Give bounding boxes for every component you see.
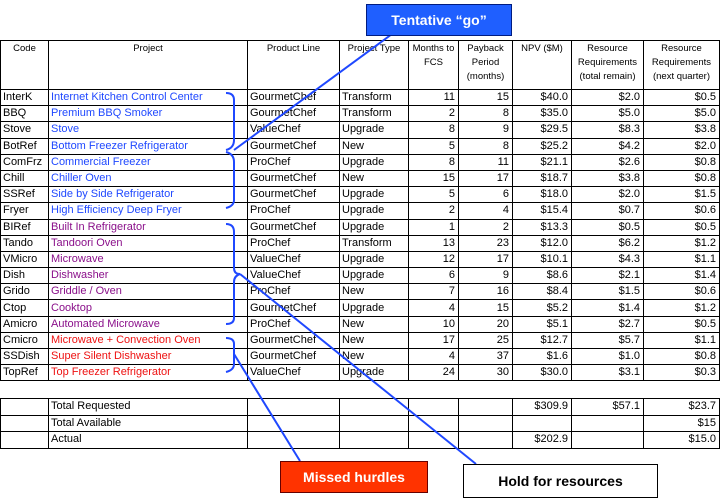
cell-code: Stove [1, 122, 49, 138]
header-months-to-fcs: Months to FCS [409, 41, 459, 90]
cell-resource-next: $0.3 [644, 365, 720, 381]
cell-product-line: ProChef [248, 203, 340, 219]
cell-payback: 15 [459, 90, 513, 106]
cell-code: Chill [1, 170, 49, 186]
totals-row-actual [1, 432, 720, 449]
cell-project: Bottom Freezer Refrigerator [49, 138, 248, 154]
totals-resource-total: $57.1 [572, 399, 644, 416]
totals-label: Total Requested [49, 399, 248, 416]
cell-resource-total: $3.8 [572, 170, 644, 186]
header-project-type: Project Type [340, 41, 409, 90]
cell-product-line: ProChef [248, 284, 340, 300]
cell-code: SSRef [1, 187, 49, 203]
cell-code: Tando [1, 235, 49, 251]
cell-product-line: GourmetChef [248, 219, 340, 235]
cell-payback: 20 [459, 316, 513, 332]
cell-project-type: Upgrade [340, 203, 409, 219]
table-row [1, 332, 720, 348]
cell-resource-next: $1.1 [644, 332, 720, 348]
table-header [1, 41, 720, 90]
cell-code: BBQ [1, 106, 49, 122]
cell-npv: $18.0 [513, 187, 572, 203]
cell-months-to-fcs: 5 [409, 187, 459, 203]
table-row [1, 235, 720, 251]
cell-months-to-fcs: 11 [409, 90, 459, 106]
table-row [1, 349, 720, 365]
cell-project: Top Freezer Refrigerator [49, 365, 248, 381]
table-row [1, 90, 720, 106]
table-row [1, 106, 720, 122]
cell-npv: $21.1 [513, 154, 572, 170]
cell-resource-total: $1.4 [572, 300, 644, 316]
cell-resource-total: $4.3 [572, 251, 644, 267]
cell-project: High Efficiency Deep Fryer [49, 203, 248, 219]
cell-project-type: New [340, 170, 409, 186]
cell-payback: 17 [459, 170, 513, 186]
cell-resource-next: $0.5 [644, 316, 720, 332]
cell-resource-total: $2.0 [572, 90, 644, 106]
cell-resource-next: $1.2 [644, 235, 720, 251]
totals-table [0, 398, 720, 449]
cell-product-line: ProChef [248, 316, 340, 332]
cell-months-to-fcs: 4 [409, 300, 459, 316]
table-row [1, 268, 720, 284]
cell-resource-next: $2.0 [644, 138, 720, 154]
table-body [1, 90, 720, 381]
table-row [1, 316, 720, 332]
cell-project-type: Transform [340, 235, 409, 251]
cell-code: Fryer [1, 203, 49, 219]
cell-resource-next: $1.2 [644, 300, 720, 316]
cell-product-line: GourmetChef [248, 187, 340, 203]
cell-payback: 37 [459, 349, 513, 365]
cell-product-line: ValueChef [248, 122, 340, 138]
table-row [1, 187, 720, 203]
cell-project: Chiller Oven [49, 170, 248, 186]
cell-payback: 2 [459, 219, 513, 235]
cell-resource-next: $1.5 [644, 187, 720, 203]
cell-months-to-fcs: 7 [409, 284, 459, 300]
cell-code: InterK [1, 90, 49, 106]
cell-product-line: GourmetChef [248, 170, 340, 186]
cell-npv: $18.7 [513, 170, 572, 186]
cell-payback: 16 [459, 284, 513, 300]
cell-code: Cmicro [1, 332, 49, 348]
tentative-go-callout: Tentative “go” [366, 4, 512, 36]
cell-months-to-fcs: 10 [409, 316, 459, 332]
cell-product-line: GourmetChef [248, 300, 340, 316]
cell-code: Grido [1, 284, 49, 300]
cell-resource-total: $5.7 [572, 332, 644, 348]
table-row [1, 203, 720, 219]
cell-code: Amicro [1, 316, 49, 332]
cell-months-to-fcs: 24 [409, 365, 459, 381]
cell-project-type: Upgrade [340, 219, 409, 235]
cell-months-to-fcs: 2 [409, 203, 459, 219]
table-row [1, 365, 720, 381]
totals-resource-next: $15.0 [644, 432, 720, 449]
cell-resource-next: $0.8 [644, 154, 720, 170]
cell-resource-total: $1.5 [572, 284, 644, 300]
cell-payback: 8 [459, 138, 513, 154]
cell-payback: 6 [459, 187, 513, 203]
table-row [1, 170, 720, 186]
cell-npv: $12.7 [513, 332, 572, 348]
table-row [1, 219, 720, 235]
cell-npv: $40.0 [513, 90, 572, 106]
cell-payback: 23 [459, 235, 513, 251]
cell-resource-next: $3.8 [644, 122, 720, 138]
cell-code: VMicro [1, 251, 49, 267]
cell-code: Dish [1, 268, 49, 284]
cell-resource-total: $0.7 [572, 203, 644, 219]
cell-npv: $30.0 [513, 365, 572, 381]
cell-project: Automated Microwave [49, 316, 248, 332]
cell-payback: 9 [459, 122, 513, 138]
cell-project: Cooktop [49, 300, 248, 316]
cell-resource-total: $1.0 [572, 349, 644, 365]
cell-product-line: ValueChef [248, 268, 340, 284]
cell-payback: 17 [459, 251, 513, 267]
cell-payback: 25 [459, 332, 513, 348]
cell-npv: $5.2 [513, 300, 572, 316]
table-row [1, 284, 720, 300]
cell-project-type: Upgrade [340, 268, 409, 284]
cell-months-to-fcs: 15 [409, 170, 459, 186]
cell-project-type: New [340, 332, 409, 348]
cell-payback: 15 [459, 300, 513, 316]
cell-project-type: Upgrade [340, 365, 409, 381]
cell-resource-total: $8.3 [572, 122, 644, 138]
cell-resource-next: $0.6 [644, 203, 720, 219]
cell-project: Premium BBQ Smoker [49, 106, 248, 122]
cell-resource-next: $1.4 [644, 268, 720, 284]
cell-resource-total: $3.1 [572, 365, 644, 381]
cell-product-line: ProChef [248, 154, 340, 170]
cell-npv: $8.4 [513, 284, 572, 300]
cell-resource-total: $2.6 [572, 154, 644, 170]
cell-months-to-fcs: 12 [409, 251, 459, 267]
totals-npv: $309.9 [513, 399, 572, 416]
cell-project-type: Transform [340, 106, 409, 122]
cell-months-to-fcs: 17 [409, 332, 459, 348]
cell-npv: $13.3 [513, 219, 572, 235]
cell-product-line: GourmetChef [248, 349, 340, 365]
cell-resource-total: $4.2 [572, 138, 644, 154]
cell-project: Commercial Freezer [49, 154, 248, 170]
cell-product-line: GourmetChef [248, 138, 340, 154]
hold-for-resources-callout: Hold for resources [463, 464, 658, 498]
cell-months-to-fcs: 6 [409, 268, 459, 284]
cell-months-to-fcs: 2 [409, 106, 459, 122]
cell-project-type: Upgrade [340, 122, 409, 138]
cell-npv: $25.2 [513, 138, 572, 154]
cell-product-line: ValueChef [248, 251, 340, 267]
table-row [1, 138, 720, 154]
cell-code: ComFrz [1, 154, 49, 170]
cell-project-type: Upgrade [340, 154, 409, 170]
cell-months-to-fcs: 1 [409, 219, 459, 235]
cell-project: Internet Kitchen Control Center [49, 90, 248, 106]
cell-resource-total: $5.0 [572, 106, 644, 122]
missed-hurdles-callout: Missed hurdles [280, 461, 428, 493]
cell-npv: $15.4 [513, 203, 572, 219]
cell-code: Ctop [1, 300, 49, 316]
cell-npv: $5.1 [513, 316, 572, 332]
cell-project-type: New [340, 284, 409, 300]
cell-project-type: New [340, 349, 409, 365]
header-product-line: Product Line [248, 41, 340, 90]
cell-project-type: New [340, 138, 409, 154]
cell-project: Side by Side Refrigerator [49, 187, 248, 203]
cell-resource-next: $5.0 [644, 106, 720, 122]
cell-code: SSDish [1, 349, 49, 365]
cell-payback: 11 [459, 154, 513, 170]
cell-product-line: GourmetChef [248, 90, 340, 106]
cell-project: Microwave + Convection Oven [49, 332, 248, 348]
cell-project: Tandoori Oven [49, 235, 248, 251]
cell-resource-next: $1.1 [644, 251, 720, 267]
cell-npv: $8.6 [513, 268, 572, 284]
cell-project-type: Transform [340, 90, 409, 106]
cell-resource-next: $0.6 [644, 284, 720, 300]
header-payback: Payback Period (months) [459, 41, 513, 90]
totals-label: Actual [49, 432, 248, 449]
totals-label: Total Available [49, 415, 248, 432]
cell-resource-next: $0.8 [644, 349, 720, 365]
table-row [1, 154, 720, 170]
totals-resource-next: $23.7 [644, 399, 720, 416]
totals-resource-total [572, 432, 644, 449]
header-resource-total: Resource Requirements (total remain) [572, 41, 644, 90]
cell-project: Super Silent Dishwasher [49, 349, 248, 365]
cell-resource-next: $0.8 [644, 170, 720, 186]
cell-payback: 9 [459, 268, 513, 284]
totals-npv: $202.9 [513, 432, 572, 449]
header-resource-next: Resource Requirements (next quarter) [644, 41, 720, 90]
cell-project-type: Upgrade [340, 187, 409, 203]
cell-months-to-fcs: 13 [409, 235, 459, 251]
cell-months-to-fcs: 5 [409, 138, 459, 154]
cell-code: BotRef [1, 138, 49, 154]
cell-months-to-fcs: 8 [409, 122, 459, 138]
cell-resource-total: $2.1 [572, 268, 644, 284]
cell-npv: $29.5 [513, 122, 572, 138]
table-row [1, 251, 720, 267]
header-npv: NPV ($M) [513, 41, 572, 90]
totals-row-requested [1, 399, 720, 416]
project-table [0, 40, 720, 381]
cell-product-line: GourmetChef [248, 332, 340, 348]
cell-project: Microwave [49, 251, 248, 267]
totals-resource-next: $15 [644, 415, 720, 432]
cell-npv: $35.0 [513, 106, 572, 122]
cell-resource-total: $2.7 [572, 316, 644, 332]
cell-payback: 30 [459, 365, 513, 381]
cell-project-type: New [340, 316, 409, 332]
cell-project: Stove [49, 122, 248, 138]
cell-product-line: ValueChef [248, 365, 340, 381]
cell-project-type: Upgrade [340, 251, 409, 267]
header-project: Project [49, 41, 248, 90]
totals-resource-total [572, 415, 644, 432]
cell-product-line: ProChef [248, 235, 340, 251]
totals-npv [513, 415, 572, 432]
cell-project: Built In Refrigerator [49, 219, 248, 235]
cell-resource-next: $0.5 [644, 90, 720, 106]
totals-row-available [1, 415, 720, 432]
cell-resource-total: $0.5 [572, 219, 644, 235]
cell-resource-total: $2.0 [572, 187, 644, 203]
cell-npv: $10.1 [513, 251, 572, 267]
table-row [1, 300, 720, 316]
cell-months-to-fcs: 8 [409, 154, 459, 170]
cell-code: TopRef [1, 365, 49, 381]
cell-code: BIRef [1, 219, 49, 235]
cell-npv: $1.6 [513, 349, 572, 365]
cell-resource-next: $0.5 [644, 219, 720, 235]
cell-npv: $12.0 [513, 235, 572, 251]
cell-project: Dishwasher [49, 268, 248, 284]
cell-product-line: GourmetChef [248, 106, 340, 122]
cell-resource-total: $6.2 [572, 235, 644, 251]
cell-payback: 4 [459, 203, 513, 219]
table-row [1, 122, 720, 138]
cell-payback: 8 [459, 106, 513, 122]
cell-project: Griddle / Oven [49, 284, 248, 300]
cell-project-type: Upgrade [340, 300, 409, 316]
header-code: Code [1, 41, 49, 90]
cell-months-to-fcs: 4 [409, 349, 459, 365]
